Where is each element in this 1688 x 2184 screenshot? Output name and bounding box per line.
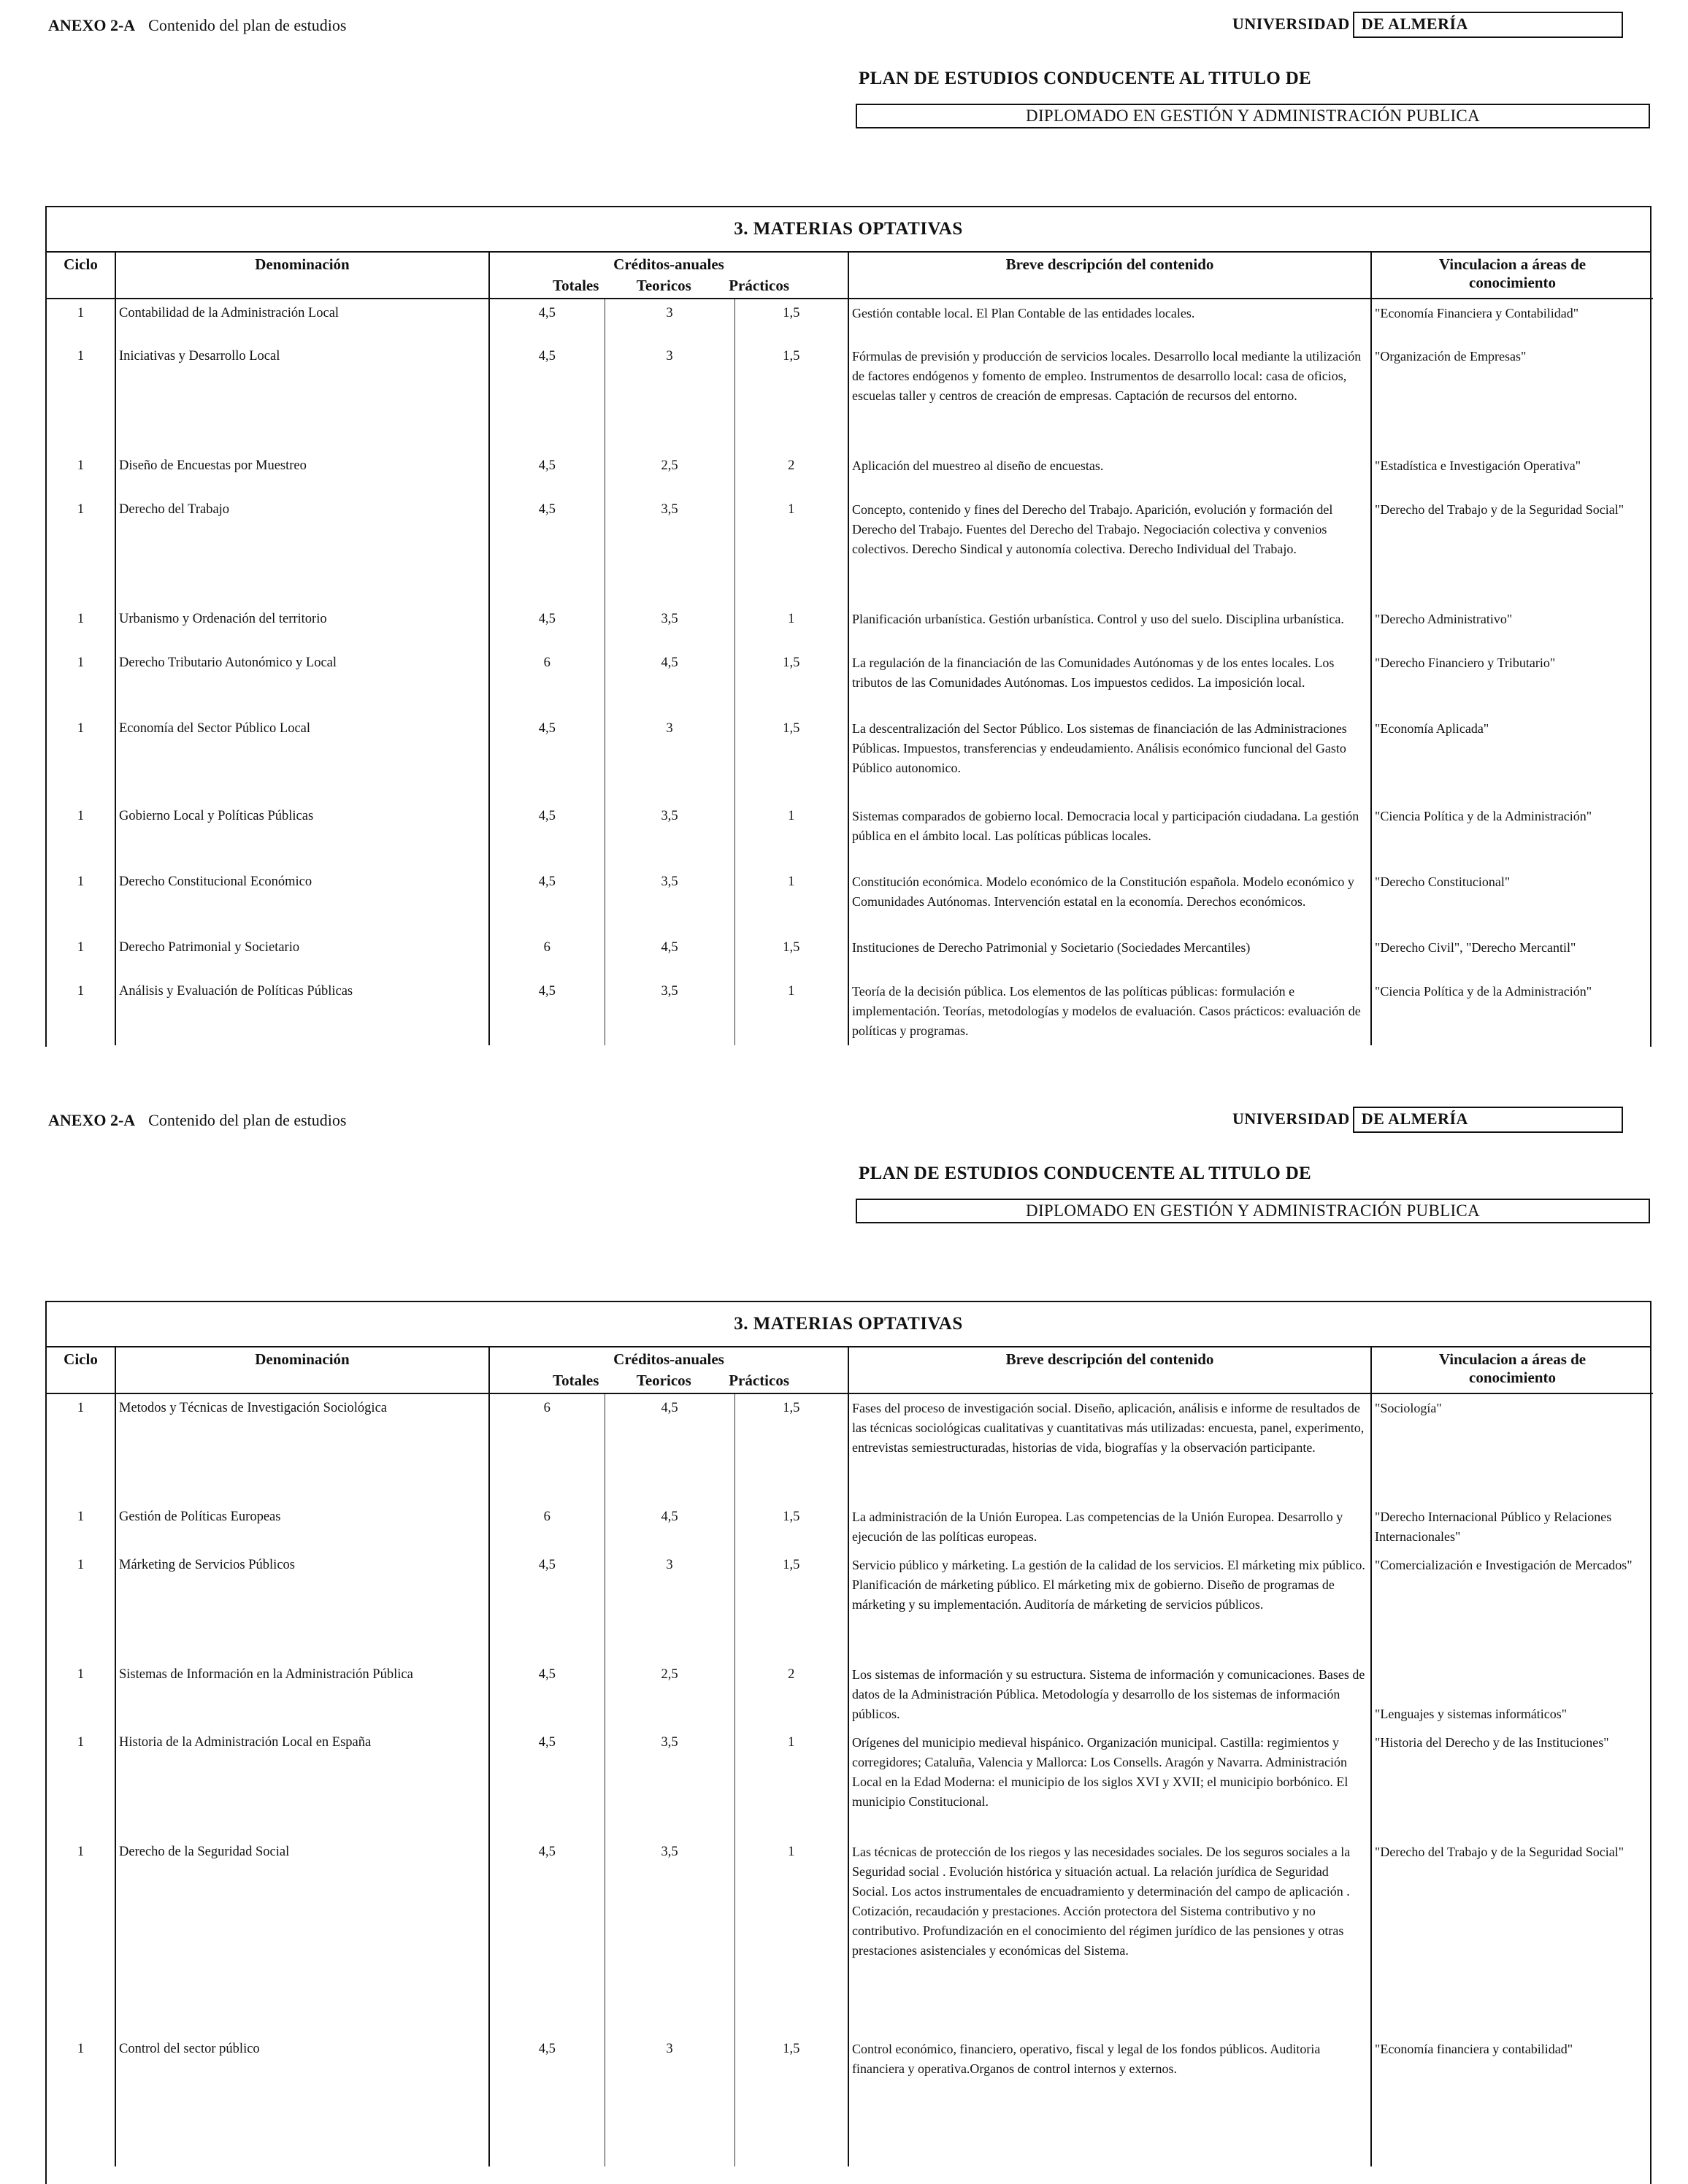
subjects-grid [47, 253, 1653, 1045]
cell-ciclo: 1 [77, 502, 85, 517]
cell-ciclo: 1 [77, 809, 85, 823]
cell-denominacion: Derecho Tributario Autonómico y Local [115, 649, 489, 715]
table-row [47, 977, 1653, 1045]
cell-totales: 4,5 [489, 299, 605, 342]
cell-practicos: 1,5 [734, 2035, 848, 2166]
cell-descripcion: Planificación urbanística. Gestión urbanística. Control y uso del suelo. Disciplina urbanística. [848, 605, 1371, 649]
cell-ciclo: 1 [77, 458, 85, 473]
cell-denominacion: Economía del Sector Público Local [115, 715, 489, 802]
cell-descripcion: Aplicación del muestreo al diseño de encuestas. [848, 452, 1371, 496]
cell-teoricos: 3,5 [605, 977, 734, 1045]
cell-practicos: 1,5 [734, 1393, 848, 1503]
cell-descripcion: La administración de la Unión Europea. Las competencias de la Unión Europea. Desarrollo y ejecución de las políticas europeas. [848, 1503, 1371, 1551]
header-denominacion: Denominación [115, 1347, 489, 1393]
cell-teoricos: 3,5 [605, 496, 734, 605]
header-vinculacion [1371, 1347, 1653, 1393]
cell-totales: 4,5 [489, 1551, 605, 1661]
cell-descripcion: Fases del proceso de investigación social. Diseño, aplicación, análisis e informe de resultados de las técnicas sociológicas cualitativas y cuantitativas más utilizadas: encuesta, panel, experimento, entrevistas semiestructuradas, historias de vida, biografías y la observación participante. [848, 1393, 1371, 1503]
cell-descripcion: Gestión contable local. El Plan Contable de las entidades locales. [848, 299, 1371, 342]
optional-subjects-table [45, 1301, 1651, 2184]
cell-ciclo: 1 [77, 655, 85, 670]
cell-teoricos: 3,5 [605, 1838, 734, 2035]
cell-teoricos: 4,5 [605, 649, 734, 715]
header-teoricos: Teoricos [636, 277, 691, 294]
table-row [47, 934, 1653, 977]
cell-totales: 4,5 [489, 715, 605, 802]
table-row [47, 1393, 1653, 1503]
header-vinculacion [1371, 253, 1653, 299]
cell-practicos: 1 [734, 1838, 848, 2035]
cell-denominacion: Sistemas de Información en la Administración Pública [115, 1661, 489, 1729]
cell-ciclo: 1 [77, 1845, 85, 1859]
cell-vinculacion: "Historia del Derecho y de las Instituciones" [1371, 1729, 1653, 1838]
cell-practicos: 1,5 [734, 934, 848, 977]
header-creditos [489, 253, 848, 299]
header-descripcion: Breve descripción del contenido [848, 253, 1371, 299]
cell-vinculacion: "Economía Financiera y Contabilidad" [1371, 299, 1653, 342]
header-creditos-label: Créditos-anuales [613, 1350, 724, 1368]
cell-practicos: 1 [734, 977, 848, 1045]
cell-teoricos: 3 [605, 1551, 734, 1661]
cell-descripcion: Concepto, contenido y fines del Derecho del Trabajo. Aparición, evolución y formación del Derecho del Trabajo. Fuentes del Derecho del Trabajo. Negociación colectiva y convenios colectivos. Derecho Sindical y autonomía colectiva. Derecho Individual del Trabajo. [848, 496, 1371, 605]
header-practicos: Prácticos [729, 277, 790, 294]
cell-vinculacion: "Derecho Administrativo" [1371, 605, 1653, 649]
cell-teoricos: 3,5 [605, 1729, 734, 1838]
cell-vinculacion: "Economía Aplicada" [1371, 715, 1653, 802]
cell-teoricos: 3 [605, 342, 734, 452]
cell-totales: 4,5 [489, 868, 605, 934]
cell-totales: 6 [489, 1393, 605, 1503]
header-practicos: Prácticos [729, 1372, 790, 1389]
university-name: DE ALMERÍA [1353, 12, 1623, 38]
cell-teoricos: 3 [605, 299, 734, 342]
header-teoricos: Teoricos [636, 1372, 691, 1389]
cell-totales: 4,5 [489, 605, 605, 649]
cell-descripcion: Instituciones de Derecho Patrimonial y Societario (Sociedades Mercantiles) [848, 934, 1371, 977]
cell-denominacion: Gestión de Políticas Europeas [115, 1503, 489, 1551]
cell-practicos: 2 [734, 452, 848, 496]
header-vinculacion-line1: Vinculacion a áreas de [1438, 1350, 1587, 1368]
cell-denominacion: Gobierno Local y Políticas Públicas [115, 802, 489, 868]
cell-totales: 4,5 [489, 2035, 605, 2166]
cell-vinculacion: "Derecho del Trabajo y de la Seguridad Social" [1371, 1838, 1653, 2035]
annex-heading [48, 1111, 346, 1130]
cell-totales: 6 [489, 649, 605, 715]
cell-denominacion: Iniciativas y Desarrollo Local [115, 342, 489, 452]
cell-teoricos: 3 [605, 715, 734, 802]
cell-totales: 4,5 [489, 1729, 605, 1838]
cell-practicos: 1 [734, 868, 848, 934]
table-header-row [47, 253, 1653, 299]
cell-denominacion: Derecho del Trabajo [115, 496, 489, 605]
cell-ciclo: 1 [77, 1667, 85, 1682]
cell-vinculacion: "Ciencia Política y de la Administración" [1371, 802, 1653, 868]
cell-totales: 4,5 [489, 1661, 605, 1729]
university-header [1232, 12, 1623, 38]
table-row [47, 1503, 1653, 1551]
document-page-2 [0, 1095, 1688, 2184]
university-header [1232, 1107, 1623, 1133]
cell-denominacion: Derecho Patrimonial y Societario [115, 934, 489, 977]
cell-teoricos: 4,5 [605, 1503, 734, 1551]
table-row [47, 496, 1653, 605]
header-vinculacion-line2: conocimiento [1469, 274, 1556, 291]
annex-code: ANEXO 2-A [48, 16, 136, 34]
header-vinculacion-line2: conocimiento [1469, 1369, 1556, 1386]
cell-descripcion: Control económico, financiero, operativo, fiscal y legal de los fondos públicos. Auditoria financiera y operativa.Organos de control internos y externos. [848, 2035, 1371, 2166]
university-label: UNIVERSIDAD [1232, 1110, 1350, 1128]
cell-denominacion: Metodos y Técnicas de Investigación Sociológica [115, 1393, 489, 1503]
cell-teoricos: 4,5 [605, 1393, 734, 1503]
table-title: 3. MATERIAS OPTATIVAS [47, 1302, 1650, 1347]
cell-ciclo: 1 [77, 940, 85, 955]
header-vinculacion-line1: Vinculacion a áreas de [1438, 255, 1587, 273]
cell-vinculacion: "Sociología" [1371, 1393, 1653, 1503]
cell-practicos: 2 [734, 1661, 848, 1729]
header-ciclo: Ciclo [47, 253, 115, 299]
cell-denominacion: Urbanismo y Ordenación del territorio [115, 605, 489, 649]
cell-descripcion: Fórmulas de previsión y producción de servicios locales. Desarrollo local mediante la utilización de factores endógenos y fomento de empleo. Instrumentos de desarrollo local: casa de oficios, escuelas taller y centros de creación de empresas. Captación de recursos del entorno. [848, 342, 1371, 452]
cell-denominacion: Análisis y Evaluación de Políticas Públicas [115, 977, 489, 1045]
cell-ciclo: 1 [77, 721, 85, 736]
plan-title: PLAN DE ESTUDIOS CONDUCENTE AL TITULO DE [859, 69, 1312, 88]
cell-ciclo: 1 [77, 1735, 85, 1750]
cell-vinculacion: "Ciencia Política y de la Administración" [1371, 977, 1653, 1045]
cell-teoricos: 3,5 [605, 868, 734, 934]
cell-totales: 4,5 [489, 496, 605, 605]
document-page-1 [0, 0, 1688, 1073]
annex-heading [48, 16, 346, 35]
cell-denominacion: Contabilidad de la Administración Local [115, 299, 489, 342]
cell-denominacion: Control del sector público [115, 2035, 489, 2166]
header-ciclo: Ciclo [47, 1347, 115, 1393]
cell-practicos: 1 [734, 605, 848, 649]
cell-vinculacion: "Organización de Empresas" [1371, 342, 1653, 452]
cell-descripcion: Sistemas comparados de gobierno local. Democracia local y participación ciudadana. La gestión pública en el ámbito local. Las políticas públicas locales. [848, 802, 1371, 868]
cell-denominacion: Márketing de Servicios Públicos [115, 1551, 489, 1661]
cell-totales: 6 [489, 1503, 605, 1551]
table-row [47, 1729, 1653, 1838]
cell-teoricos: 2,5 [605, 1661, 734, 1729]
cell-vinculacion: "Derecho del Trabajo y de la Seguridad Social" [1371, 496, 1653, 605]
cell-ciclo: 1 [77, 1401, 85, 1415]
cell-descripcion: Las técnicas de protección de los riegos y las necesidades sociales. De los seguros sociales a la Seguridad social . Evolución histórica y situación actual. La relación jurídica de Seguridad Social. Los actos instrumentales de encuadramiento y determinación del campo de aplicación . Cotización, recaudación y prestaciones. Acción protectora del Sistema contributivo y no contributivo. Profundización en el conocimiento del régimen jurídico de las pensiones y otras prestaciones asistenciales y económicas del Sistema. [848, 1838, 1371, 2035]
cell-vinculacion: "Derecho Internacional Público y Relaciones Internacionales" [1371, 1503, 1653, 1551]
header-totales: Totales [553, 277, 599, 294]
cell-totales: 4,5 [489, 452, 605, 496]
annex-text: Contenido del plan de estudios [148, 1111, 347, 1129]
table-row [47, 2035, 1653, 2166]
table-row [47, 299, 1653, 342]
cell-totales: 4,5 [489, 802, 605, 868]
header-descripcion: Breve descripción del contenido [848, 1347, 1371, 1393]
cell-vinculacion: "Derecho Civil", "Derecho Mercantil" [1371, 934, 1653, 977]
cell-descripcion: Orígenes del municipio medieval hispánico. Organización municipal. Castilla: regimientos y corregidores; Cataluña, Valencia y Mallorca: Los Consells. Aragón y Navarra. Administración Local en la Edad Moderna: el municipio de los siglos XVI y XVII; el municipio borbónico. El municipio Constitucional. [848, 1729, 1371, 1838]
header-creditos [489, 1347, 848, 1393]
cell-vinculacion: "Economía financiera y contabilidad" [1371, 2035, 1653, 2166]
cell-totales: 6 [489, 934, 605, 977]
table-row [47, 342, 1653, 452]
university-name: DE ALMERÍA [1353, 1107, 1623, 1133]
cell-vinculacion: "Derecho Constitucional" [1371, 868, 1653, 934]
cell-denominacion: Historia de la Administración Local en España [115, 1729, 489, 1838]
cell-ciclo: 1 [77, 2042, 85, 2056]
cell-descripcion: La descentralización del Sector Público. Los sistemas de financiación de las Administraciones Públicas. Impuestos, transferencias y endeudamiento. Análisis económico funcional del Gasto Público autonomico. [848, 715, 1371, 802]
annex-text: Contenido del plan de estudios [148, 16, 347, 34]
university-label: UNIVERSIDAD [1232, 15, 1350, 33]
cell-practicos: 1,5 [734, 342, 848, 452]
cell-teoricos: 4,5 [605, 934, 734, 977]
header-denominacion: Denominación [115, 253, 489, 299]
cell-ciclo: 1 [77, 349, 85, 364]
cell-totales: 4,5 [489, 342, 605, 452]
cell-teoricos: 3,5 [605, 802, 734, 868]
table-row [47, 1661, 1653, 1729]
table-row [47, 1551, 1653, 1661]
cell-denominacion: Derecho Constitucional Económico [115, 868, 489, 934]
table-row [47, 649, 1653, 715]
table-header-row [47, 1347, 1653, 1393]
degree-title: DIPLOMADO EN GESTIÓN Y ADMINISTRACIÓN PUBLICA [856, 104, 1650, 128]
cell-practicos: 1,5 [734, 1551, 848, 1661]
cell-ciclo: 1 [77, 612, 85, 626]
subjects-grid [47, 1347, 1653, 2166]
cell-descripcion: Servicio público y márketing. La gestión de la calidad de los servicios. El márketing mix público. Planificación de márketing público. El márketing mix de gobierno. Diseño de programas de márketing y su implementación. Auditoría de márketing de servicios públicos. [848, 1551, 1371, 1661]
table-row [47, 802, 1653, 868]
cell-practicos: 1,5 [734, 715, 848, 802]
cell-denominacion: Derecho de la Seguridad Social [115, 1838, 489, 2035]
cell-practicos: 1,5 [734, 1503, 848, 1551]
cell-ciclo: 1 [77, 306, 85, 320]
cell-descripcion: Los sistemas de información y su estructura. Sistema de información y comunicaciones. Bases de datos de la Administración Pública. Metodología y desarrollo de los sistemas de información públicos. [848, 1661, 1371, 1729]
cell-teoricos: 3,5 [605, 605, 734, 649]
cell-vinculacion: "Lenguajes y sistemas informáticos" [1371, 1661, 1653, 1729]
cell-descripcion: La regulación de la financiación de las Comunidades Autónomas y de los entes locales. Los tributos de las Comunidades Autónomas. Los impuestos cedidos. La imposición local. [848, 649, 1371, 715]
cell-vinculacion: "Comercialización e Investigación de Mercados" [1371, 1551, 1653, 1661]
header-totales: Totales [553, 1372, 599, 1389]
table-title: 3. MATERIAS OPTATIVAS [47, 207, 1650, 253]
cell-ciclo: 1 [77, 874, 85, 889]
cell-ciclo: 1 [77, 1510, 85, 1524]
cell-vinculacion: "Estadística e Investigación Operativa" [1371, 452, 1653, 496]
cell-teoricos: 3 [605, 2035, 734, 2166]
cell-totales: 4,5 [489, 1838, 605, 2035]
annex-code: ANEXO 2-A [48, 1111, 136, 1129]
header-creditos-label: Créditos-anuales [613, 255, 724, 273]
cell-teoricos: 2,5 [605, 452, 734, 496]
cell-practicos: 1,5 [734, 299, 848, 342]
cell-denominacion: Diseño de Encuestas por Muestreo [115, 452, 489, 496]
cell-ciclo: 1 [77, 984, 85, 999]
cell-practicos: 1 [734, 802, 848, 868]
table-row [47, 868, 1653, 934]
cell-vinculacion: "Derecho Financiero y Tributario" [1371, 649, 1653, 715]
plan-title: PLAN DE ESTUDIOS CONDUCENTE AL TITULO DE [859, 1164, 1312, 1183]
cell-totales: 4,5 [489, 977, 605, 1045]
cell-ciclo: 1 [77, 1558, 85, 1572]
cell-descripcion: Constitución económica. Modelo económico de la Constitución española. Modelo económico y Comunidades Autónomas. Intervención estatal en la economía. Derechos económicos. [848, 868, 1371, 934]
cell-practicos: 1 [734, 1729, 848, 1838]
cell-practicos: 1 [734, 496, 848, 605]
optional-subjects-table [45, 206, 1651, 1047]
degree-title: DIPLOMADO EN GESTIÓN Y ADMINISTRACIÓN PUBLICA [856, 1199, 1650, 1223]
table-row [47, 605, 1653, 649]
table-row [47, 1838, 1653, 2035]
cell-practicos: 1,5 [734, 649, 848, 715]
cell-descripcion: Teoría de la decisión pública. Los elementos de las políticas públicas: formulación e implementación. Teorías, metodologías y modelos de evaluación. Casos prácticos: evaluación de políticas y programas. [848, 977, 1371, 1045]
table-row [47, 452, 1653, 496]
table-row [47, 715, 1653, 802]
